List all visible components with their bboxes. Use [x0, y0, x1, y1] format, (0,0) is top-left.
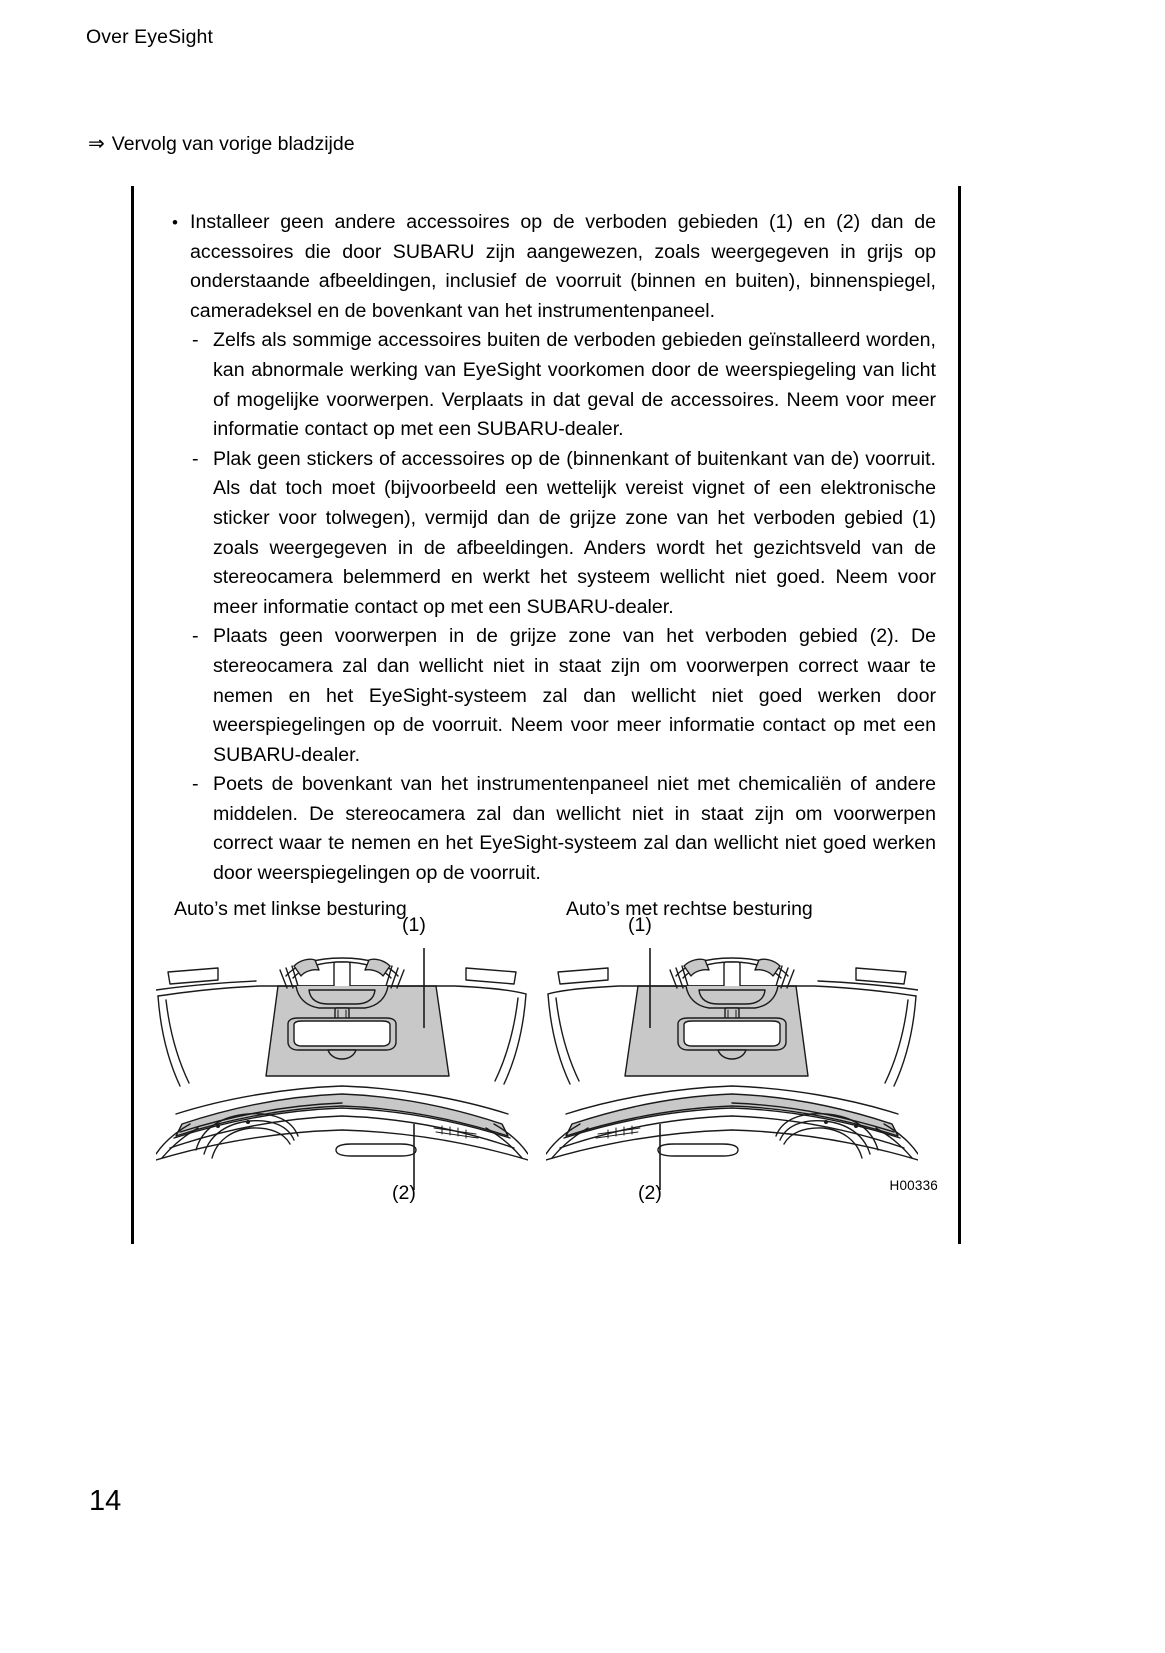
dash-marker: - — [192, 625, 199, 648]
list-item-text: Installeer geen andere accessoires op de verboden gebieden (1) en (2) dan de accessoires die door SUBARU zijn aangewezen, zoals weergegeven in grijs op onderstaande afbeeldingen, inclusief de voorruit (binnen en buiten), binnenspiegel, cameradeksel en de bovenkant van het instrumentenpaneel. — [190, 211, 936, 322]
list-item — [190, 326, 936, 444]
list-item — [190, 445, 936, 623]
list-item — [167, 208, 936, 326]
figure-group — [134, 898, 958, 1228]
warning-list — [167, 208, 936, 326]
dash-marker: - — [192, 447, 199, 470]
list-item-text: Plak geen stickers of accessoires op de (binnenkant of buitenkant van de) voorruit. Als dat toch moet (bijvoorbeeld een wettelijk vereist vignet of een elektronische sticker voor tolwegen), vermijd dan de grijze zone van het verboden gebied (1) zoals weergegeven in de afbeeldingen. Anders wordt het gezichtsveld van de stereocamera belemmerd en werkt het systeem wellicht niet goed. Neem voor meer informatie contact op met een SUBARU-dealer. — [213, 447, 936, 618]
illustration-lhd — [156, 914, 528, 1204]
rhd-windshield-diagram — [546, 928, 918, 1198]
callout-label-1: (1) — [628, 914, 652, 936]
dash-marker: - — [192, 329, 199, 352]
callout-label-1: (1) — [402, 914, 426, 936]
rightwards-double-arrow-icon: ⇒ — [88, 133, 105, 155]
list-item-text: Zelfs als sommige accessoires buiten de verboden gebieden geïnstalleerd worden, kan abnormale werking van EyeSight voorkomen door de weerspiegeling van licht of mogelijke voorwerpen. Verplaats in dat geval de accessoires. Neem voor meer informatie contact op met een SUBARU-dealer. — [213, 329, 936, 441]
warning-block — [131, 186, 961, 1244]
list-item-text: Poets de bovenkant van het instrumentenpaneel niet met chemicaliën of andere middelen. De stereocamera zal dan wellicht niet in staat zijn om voorwerpen correct waar te nemen en het EyeSight-systeem zal dan wellicht niet goed werken door weerspiegelingen op de voorruit. — [213, 773, 936, 885]
list-item-text: Plaats geen voorwerpen in de grijze zone van het verboden gebied (2). De stereocamera zal dan wellicht niet in staat zijn om voorwerpen correct waar te nemen en het EyeSight-systeem zal dan wellicht niet goed werken door weerspiegelingen op de voorruit. Neem voor meer informatie contact op met een SUBARU-dealer. — [213, 625, 936, 766]
figure-caption-lhd: Auto’s met linkse besturing — [174, 898, 407, 920]
list-item — [190, 770, 936, 888]
callout-label-2: (2) — [638, 1182, 662, 1204]
page-title: Over EyeSight — [86, 26, 214, 48]
figure-id-label: H00336 — [889, 1178, 938, 1193]
warning-sublist — [167, 326, 936, 888]
illustration-rhd — [546, 914, 918, 1204]
continuation-note — [88, 132, 355, 156]
list-item — [190, 622, 936, 770]
figure-caption-rhd: Auto’s met rechtse besturing — [566, 898, 813, 920]
callout-label-2: (2) — [392, 1182, 416, 1204]
lhd-windshield-diagram — [156, 928, 528, 1198]
continuation-note-label: Vervolg van vorige bladzijde — [111, 133, 355, 155]
figure-captions — [134, 898, 958, 928]
dash-marker: - — [192, 773, 199, 796]
bullet-marker: • — [172, 213, 178, 232]
page-number: 14 — [89, 1485, 122, 1517]
